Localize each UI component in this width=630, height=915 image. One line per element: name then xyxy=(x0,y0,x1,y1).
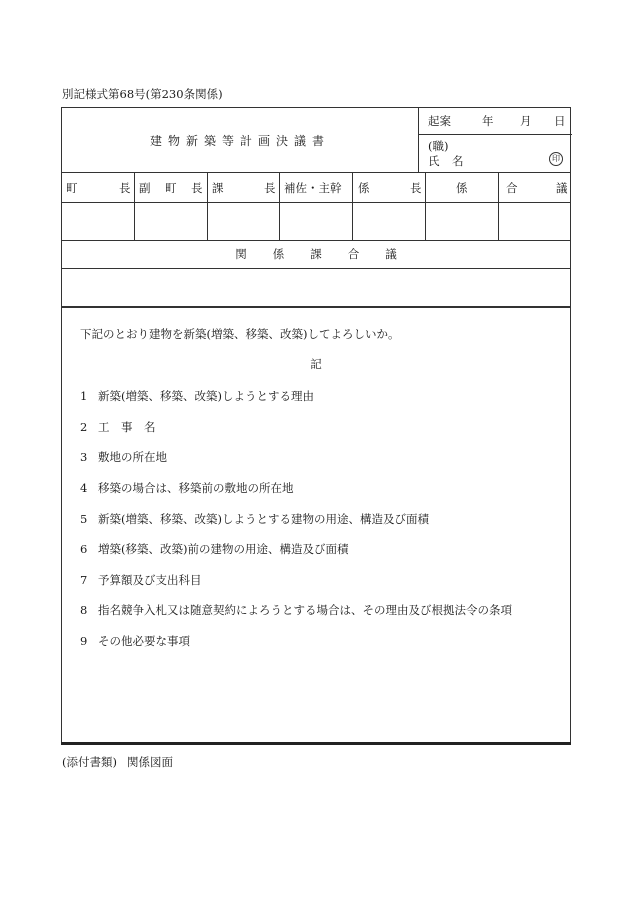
role-part: 係 xyxy=(456,181,468,195)
role-part: 補佐・主幹 xyxy=(284,181,342,195)
item-number: 4 xyxy=(80,481,88,495)
item-number: 3 xyxy=(80,450,88,464)
item-number: 7 xyxy=(80,573,88,587)
ki-heading: 記 xyxy=(310,357,322,371)
role-kacho xyxy=(207,179,279,197)
list-item xyxy=(80,388,314,404)
item-text: 新築(増築、移築、改築)しようとする理由 xyxy=(98,389,314,403)
item-text: 新築(増築、移築、改築)しようとする建物の用途、構造及び面積 xyxy=(98,512,429,526)
drafter-shoku: (職) xyxy=(428,139,449,153)
role-hosa-shukan xyxy=(279,179,352,197)
list-item xyxy=(80,633,190,649)
item-number: 8 xyxy=(80,603,88,617)
kankei-char: 合 xyxy=(347,247,360,261)
kankei-char: 関 xyxy=(235,247,247,261)
list-item xyxy=(80,511,429,527)
kankei-header-divider xyxy=(62,268,570,269)
kankei-box-divider xyxy=(62,306,570,308)
role-part: 長 xyxy=(191,181,203,195)
kankei-ka-goki-header xyxy=(62,246,570,262)
intro-text: 下記のとおり建物を新築(増築、移築、改築)してよろしいか。 xyxy=(80,327,400,341)
kian-day: 日 xyxy=(554,114,566,128)
list-item xyxy=(80,602,512,618)
item-text: 予算額及び支出科目 xyxy=(98,573,202,587)
kian-divider xyxy=(418,134,572,135)
role-fukucho xyxy=(134,179,207,197)
role-part: 町 xyxy=(165,181,177,195)
item-number: 1 xyxy=(80,389,88,403)
role-part: 議 xyxy=(556,181,568,195)
role-part: 課 xyxy=(212,181,224,195)
role-part: 長 xyxy=(119,181,131,195)
frame-bottom-rule xyxy=(61,742,571,745)
title-kian-divider xyxy=(418,108,419,172)
item-text: 敷地の所在地 xyxy=(98,450,167,464)
item-text: 移築の場合は、移築前の敷地の所在地 xyxy=(98,481,294,495)
item-number: 6 xyxy=(80,542,88,556)
kian-month: 月 xyxy=(520,114,532,128)
role-part: 町 xyxy=(66,181,78,195)
item-number: 9 xyxy=(80,634,88,648)
kian-label: 起案 xyxy=(428,114,451,128)
form-id: 別記様式第68号(第230条関係) xyxy=(62,87,223,101)
role-goki xyxy=(498,179,572,197)
attachment-value: 関係図面 xyxy=(126,755,173,769)
drafter-shimei-1: 氏 xyxy=(428,154,440,168)
role-header-divider xyxy=(62,202,570,203)
item-text: 増築(移築、改築)前の建物の用途、構造及び面積 xyxy=(98,542,349,556)
list-item xyxy=(80,419,156,435)
list-item xyxy=(80,541,348,557)
item-text: 指名競争入札又は随意契約によろうとする場合は、その理由及び根拠法令の条項 xyxy=(98,603,512,617)
item-number: 2 xyxy=(80,420,88,434)
role-part: 副 xyxy=(139,181,151,195)
drafter-shimei-2: 名 xyxy=(452,154,464,168)
role-cho xyxy=(62,179,134,197)
role-part: 合 xyxy=(506,181,518,195)
form-frame xyxy=(61,107,571,743)
kian-year: 年 xyxy=(482,114,494,128)
role-part: 長 xyxy=(264,181,276,195)
list-item xyxy=(80,449,167,465)
kankei-char: 課 xyxy=(310,247,322,261)
item-text: その他必要な事項 xyxy=(98,634,190,648)
attachment-label: (添付書類) xyxy=(62,755,117,769)
role-part: 係 xyxy=(358,181,370,195)
role-box-divider xyxy=(62,240,570,241)
role-part: 長 xyxy=(410,181,422,195)
header-divider xyxy=(62,172,570,173)
role-kakaricho xyxy=(352,179,425,197)
document-title: 建物新築等計画決議書 xyxy=(149,134,330,148)
item-number: 5 xyxy=(80,512,88,526)
seal-icon: 印 xyxy=(549,152,563,166)
role-kakari xyxy=(425,179,498,197)
kankei-char: 係 xyxy=(272,247,285,261)
kankei-char: 議 xyxy=(385,247,397,261)
item-text: 工 事 名 xyxy=(98,420,156,434)
attachment-note xyxy=(62,754,183,770)
list-item xyxy=(80,572,202,588)
list-item xyxy=(80,480,294,496)
